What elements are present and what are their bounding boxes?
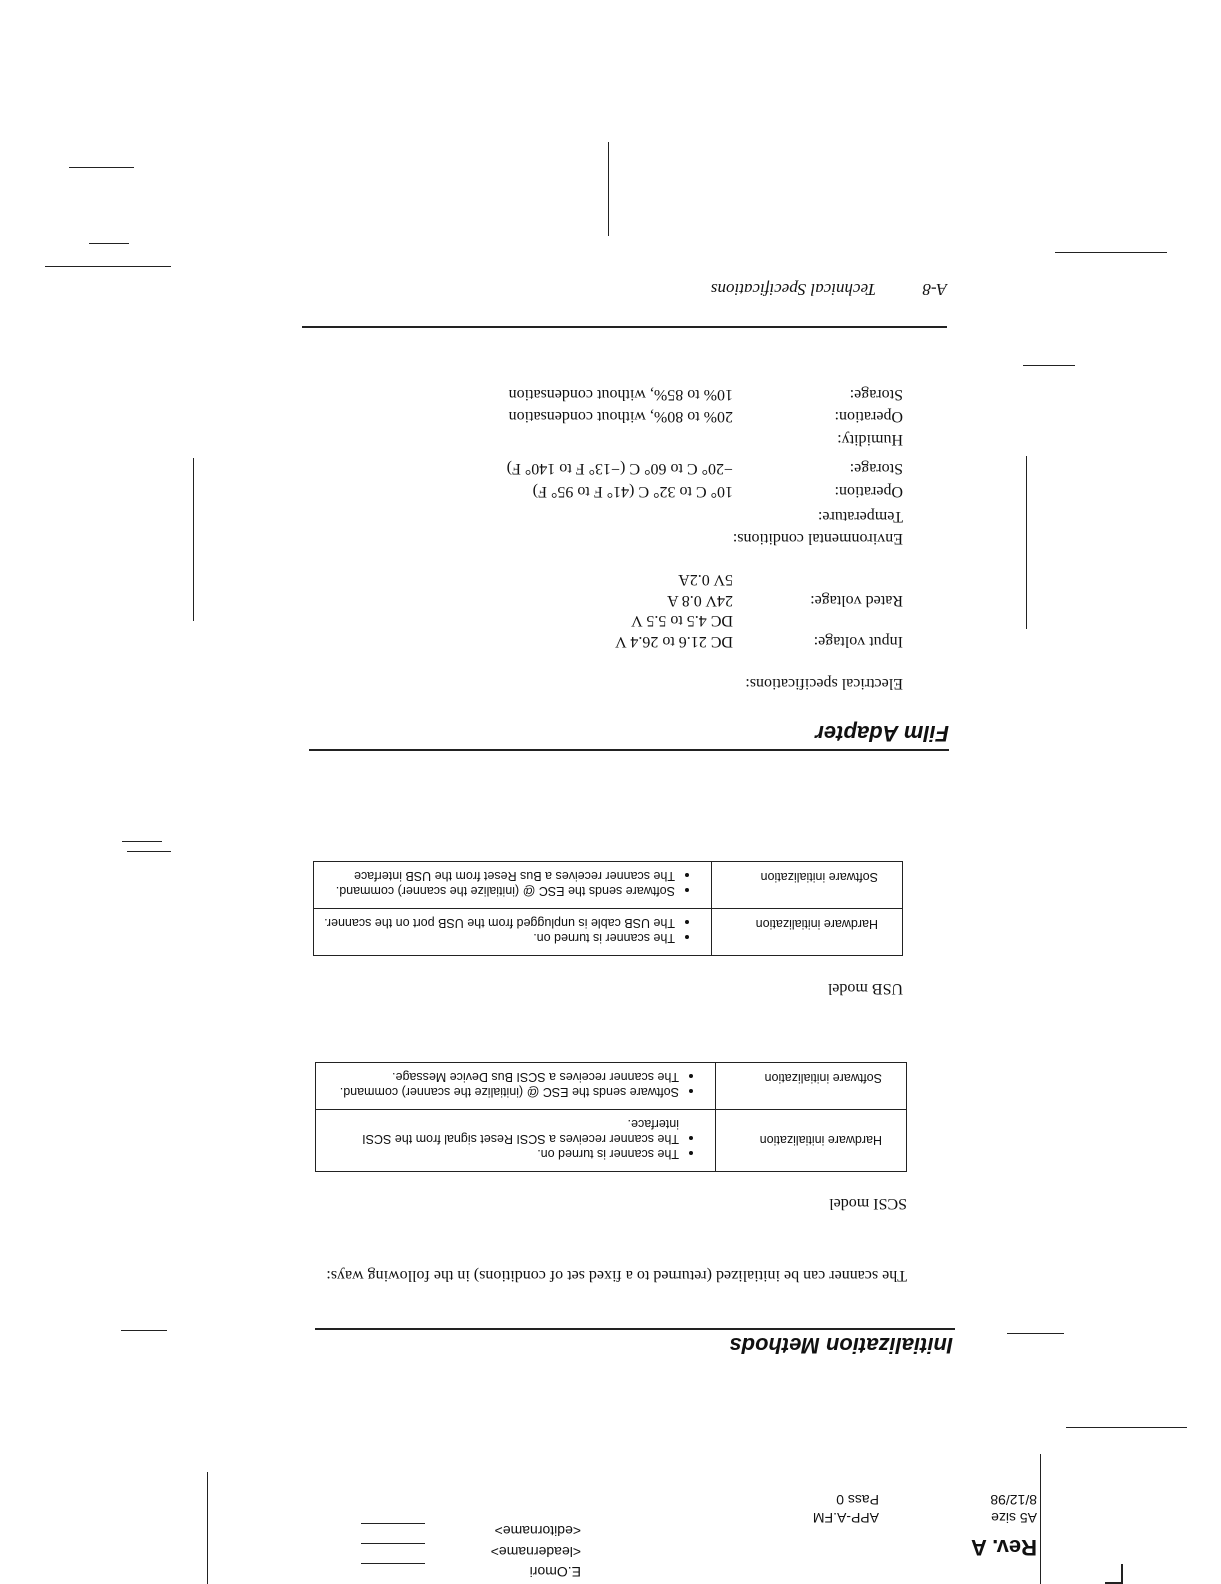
header-rule — [302, 326, 947, 328]
section-heading: Film Adapter — [815, 721, 949, 746]
footer-lead: <leadername> — [490, 1544, 581, 1560]
table-cell-items — [316, 1063, 716, 1110]
electrical-specs-label: Electrical specifications: — [745, 675, 903, 692]
spec-label: Storage: — [849, 386, 903, 403]
spec-value: −20° C to 60° C (−13° F to 140° F) — [506, 460, 733, 477]
crop-mark — [127, 851, 171, 852]
spec-value: 24V 0.8 A — [667, 592, 733, 609]
scsi-model-label: SCSI model — [829, 1195, 907, 1212]
crop-mark — [1023, 365, 1075, 366]
signature-line — [361, 1543, 425, 1544]
spec-value: 10° C to 32° C (41° F to 95° F) — [532, 483, 733, 500]
table-cell-label: Hardware initialization — [716, 1110, 907, 1172]
running-header-section: Technical Specifications — [710, 280, 876, 299]
spec-label: Rated voltage: — [810, 592, 903, 609]
table-row — [314, 862, 903, 909]
crop-mark — [69, 167, 134, 168]
table-row — [316, 1063, 907, 1110]
crop-mark — [122, 841, 162, 842]
list-item: • The scanner is turned on. — [322, 1146, 679, 1161]
footer-date: 8/12/98 — [990, 1492, 1037, 1508]
spec-value: DC 4.5 to 5.5 V — [631, 612, 733, 629]
spec-label: Storage: — [849, 460, 903, 477]
crop-mark — [1026, 456, 1027, 629]
list-item: • The scanner receives a SCSI Reset signal from the SCSI interface. — [322, 1116, 679, 1146]
spec-label: Input voltage: — [813, 633, 903, 650]
crop-mark — [1055, 252, 1167, 253]
crop-mark — [1066, 1427, 1187, 1428]
revision-label: Rev. A — [970, 1535, 1037, 1560]
usb-model-label: USB model — [827, 980, 903, 997]
spec-label: Humidity: — [837, 431, 903, 448]
crop-mark — [45, 266, 171, 267]
list-item: • The scanner receives a SCSI Bus Device Message. — [322, 1069, 679, 1084]
spec-value: 10% to 85%, without condensation — [508, 386, 733, 403]
footer-company: E.Omori — [529, 1564, 581, 1580]
environmental-label: Environmental conditions: — [732, 530, 903, 547]
crop-mark — [207, 1472, 208, 1584]
section-rule — [315, 1328, 955, 1330]
list-item: • Software sends the ESC @ (initialize the scanner) command. — [322, 1084, 679, 1099]
footer-divider — [1040, 1454, 1041, 1584]
list-item: • The scanner receives a Bus Reset from the USB interface — [320, 868, 675, 883]
crop-mark — [608, 142, 609, 236]
crop-mark — [193, 458, 194, 621]
tab-marker — [1105, 1564, 1123, 1584]
scsi-init-table — [315, 1062, 907, 1172]
table-cell-items — [314, 909, 712, 956]
table-cell-label: Software initialization — [712, 862, 903, 909]
section-heading: Initialization Methods — [729, 1333, 953, 1358]
footer-filename: APP-A.FM — [812, 1510, 879, 1526]
spec-label: Operation: — [834, 408, 903, 425]
section-rule — [309, 749, 949, 751]
spec-label: Operation: — [834, 483, 903, 500]
list-item: • The scanner is turned on. — [320, 930, 675, 945]
spec-value: 5V 0.2A — [678, 571, 733, 588]
signature-line — [361, 1563, 425, 1564]
intro-paragraph: The scanner can be initialized (returned to a fixed set of conditions) in the following ways: — [326, 1267, 907, 1284]
table-cell-items — [314, 862, 712, 909]
crop-mark — [1007, 1333, 1064, 1334]
usb-init-table — [313, 861, 903, 956]
crop-mark — [121, 1330, 167, 1331]
footer-size: A5 size — [991, 1510, 1037, 1526]
footer-editor: <editorname> — [494, 1523, 581, 1539]
table-cell-label: Hardware initialization — [712, 909, 903, 956]
table-cell-items — [316, 1110, 716, 1172]
spec-label: Temperature: — [817, 508, 903, 525]
list-item: • Software sends the ESC @ (initialize the scanner) command. — [320, 883, 675, 898]
spec-value: DC 21.6 to 26.4 V — [615, 633, 733, 650]
table-cell-label: Software initialization — [716, 1063, 907, 1110]
running-header-page-number: A-8 — [922, 280, 947, 299]
table-row — [314, 909, 903, 956]
table-row — [316, 1110, 907, 1172]
spec-value: 20% to 80%, without condensation — [508, 408, 733, 425]
signature-line — [361, 1523, 425, 1524]
crop-mark — [89, 243, 129, 244]
footer-pass: Pass 0 — [836, 1492, 879, 1508]
list-item: • The USB cable is unplugged from the USB port on the scanner. — [320, 915, 675, 930]
